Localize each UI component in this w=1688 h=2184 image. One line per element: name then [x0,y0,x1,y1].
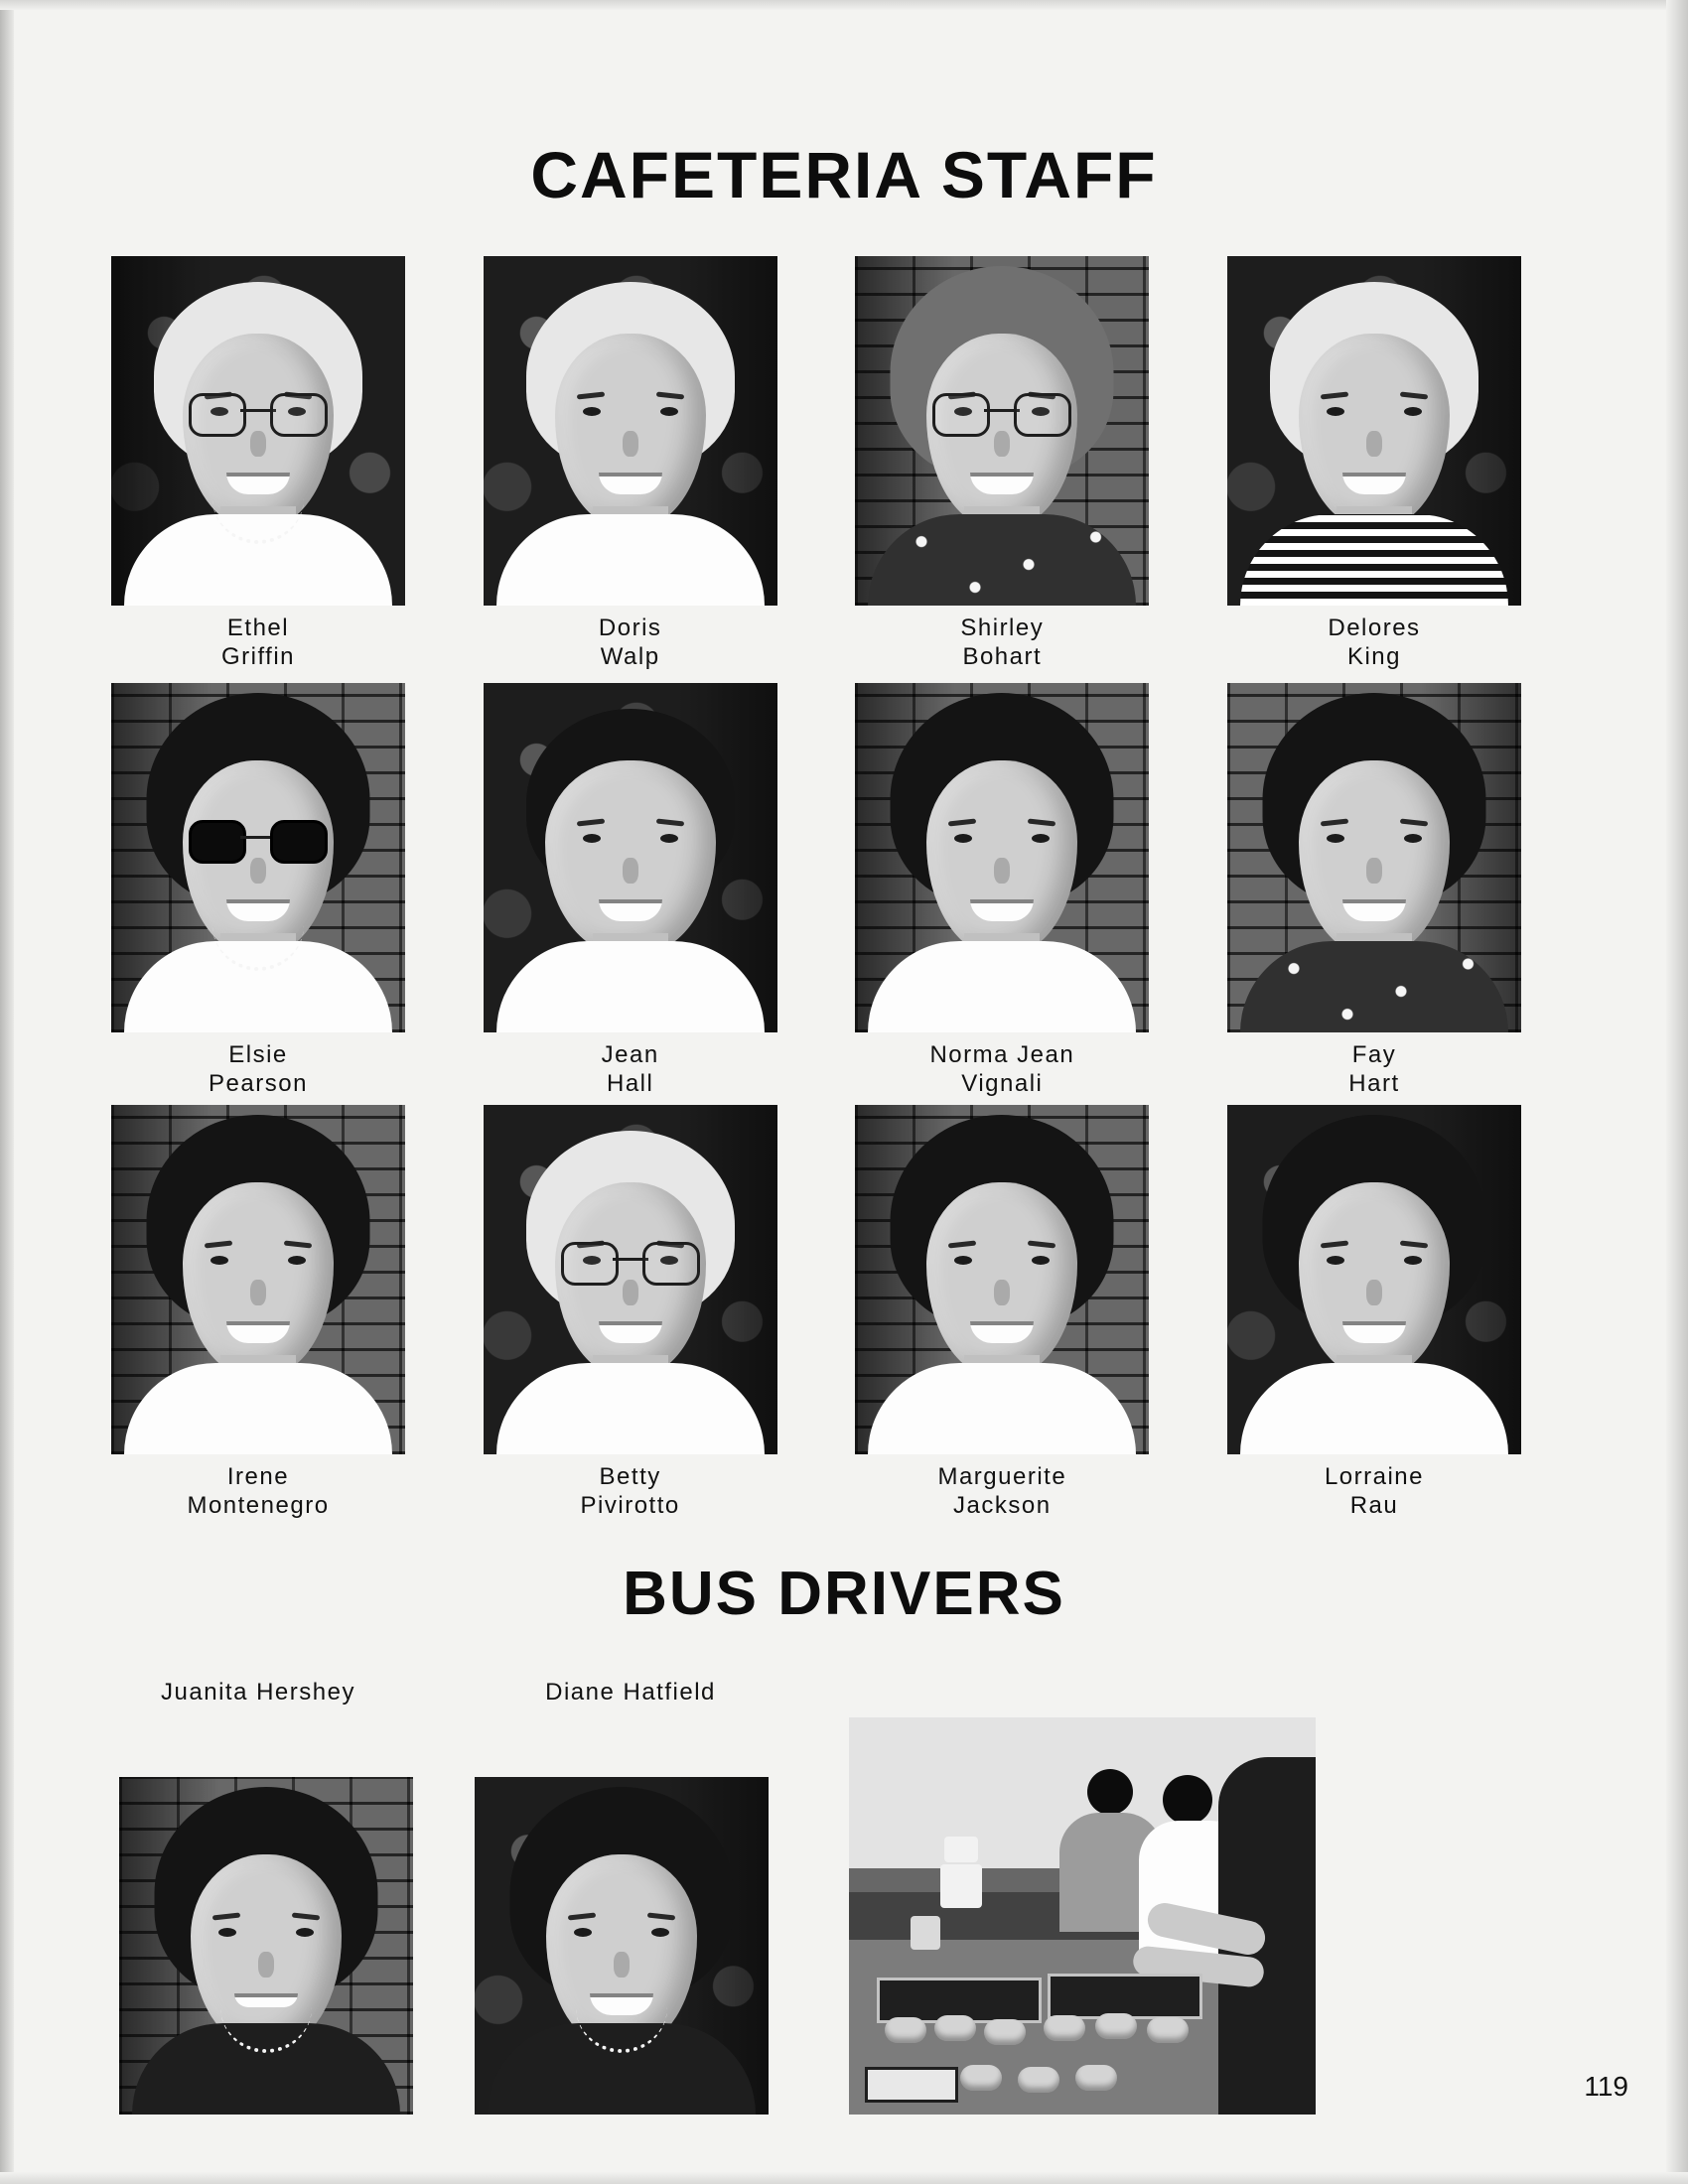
first-name: Ethel [226,614,290,641]
caption-delores-king [1227,606,1521,671]
staff-cell [484,256,777,671]
staff-cell [111,256,405,671]
caption-norma-jean-vignali [855,1032,1149,1098]
bus-drivers-heading: BUS DRIVERS [623,1560,1065,1628]
first-name: Juanita [161,1679,248,1706]
caption-jean-hall [484,1032,777,1098]
first-name: Norma Jean [929,1041,1075,1068]
last-name: Griffin [220,643,296,670]
first-name: Delores [1328,614,1421,641]
staff-cell [855,256,1149,671]
portrait-photo-irene-montenegro [111,1105,405,1454]
caption-lorraine-rau [1227,1454,1521,1520]
first-name: Elsie [228,1041,288,1068]
last-name: Vignali [961,1070,1044,1097]
portrait-photo-juanita-hershey [119,1777,413,2115]
cafeteria-staff-heading: CAFETERIA STAFF [530,138,1158,211]
page-number: 119 [1584,2071,1628,2102]
first-name: Betty [599,1463,661,1490]
portrait-photo-marguerite-jackson [855,1105,1149,1454]
last-name: Hatfield [623,1679,716,1706]
cafeteria-row-3 [111,1105,1521,1520]
first-name: Shirley [960,614,1045,641]
first-name: Fay [1351,1041,1397,1068]
last-name: Bohart [962,643,1043,670]
first-name: Lorraine [1324,1463,1424,1490]
first-name: Irene [226,1463,290,1490]
staff-cell [484,683,777,1098]
first-name: Jean [601,1041,659,1068]
last-name: Walp [600,643,660,670]
sunglasses-icon [189,820,328,862]
last-name: Rau [1349,1492,1399,1519]
portrait-photo-doris-walp [484,256,777,606]
staff-cell [484,1105,777,1520]
portrait-photo-ethel-griffin [111,256,405,606]
portrait-photo-norma-jean-vignali [855,683,1149,1032]
portrait-photo-fay-hart [1227,683,1521,1032]
caption-marguerite-jackson [855,1454,1149,1520]
last-name: Hershey [256,1679,355,1706]
portrait-photo-shirley-bohart [855,256,1149,606]
last-name: Hall [606,1070,654,1097]
staff-cell [111,683,405,1098]
last-name: Montenegro [187,1492,330,1519]
portrait-photo-jean-hall [484,683,777,1032]
caption-elsie-pearson [111,1032,405,1098]
caption-ethel-griffin [111,606,405,671]
last-name: Pearson [209,1070,308,1097]
caption-shirley-bohart [855,606,1149,671]
portrait-photo-delores-king [1227,256,1521,606]
staff-cell [855,1105,1149,1520]
portrait-photo-lorraine-rau [1227,1105,1521,1454]
first-name: Marguerite [937,1463,1067,1490]
staff-cell [1227,683,1521,1098]
portrait-photo-elsie-pearson [111,683,405,1032]
staff-cell [855,683,1149,1098]
last-name: King [1346,643,1401,670]
caption-irene-montenegro [111,1454,405,1520]
eyeglasses-icon [932,393,1071,435]
first-name: Doris [598,614,662,641]
first-name: Diane [545,1679,616,1706]
caption-juanita-hershey [111,1678,405,1706]
caption-doris-walp [484,606,777,671]
caption-fay-hart [1227,1032,1521,1098]
portrait-photo-diane-hatfield [475,1777,769,2115]
staff-cell [1227,1105,1521,1520]
caption-diane-hatfield [484,1678,777,1706]
eyeglasses-icon [561,1242,700,1284]
last-name: Hart [1348,1070,1400,1097]
staff-cell [111,1105,405,1520]
cafeteria-serving-line-photo [849,1717,1316,2115]
portrait-photo-betty-pivirotto [484,1105,777,1454]
last-name: Jackson [953,1492,1052,1519]
staff-cell [1227,256,1521,671]
eyeglasses-icon [189,393,328,435]
last-name: Pivirotto [580,1492,680,1519]
cafeteria-row-1 [111,256,1521,671]
cafeteria-row-2 [111,683,1521,1098]
caption-betty-pivirotto [484,1454,777,1520]
